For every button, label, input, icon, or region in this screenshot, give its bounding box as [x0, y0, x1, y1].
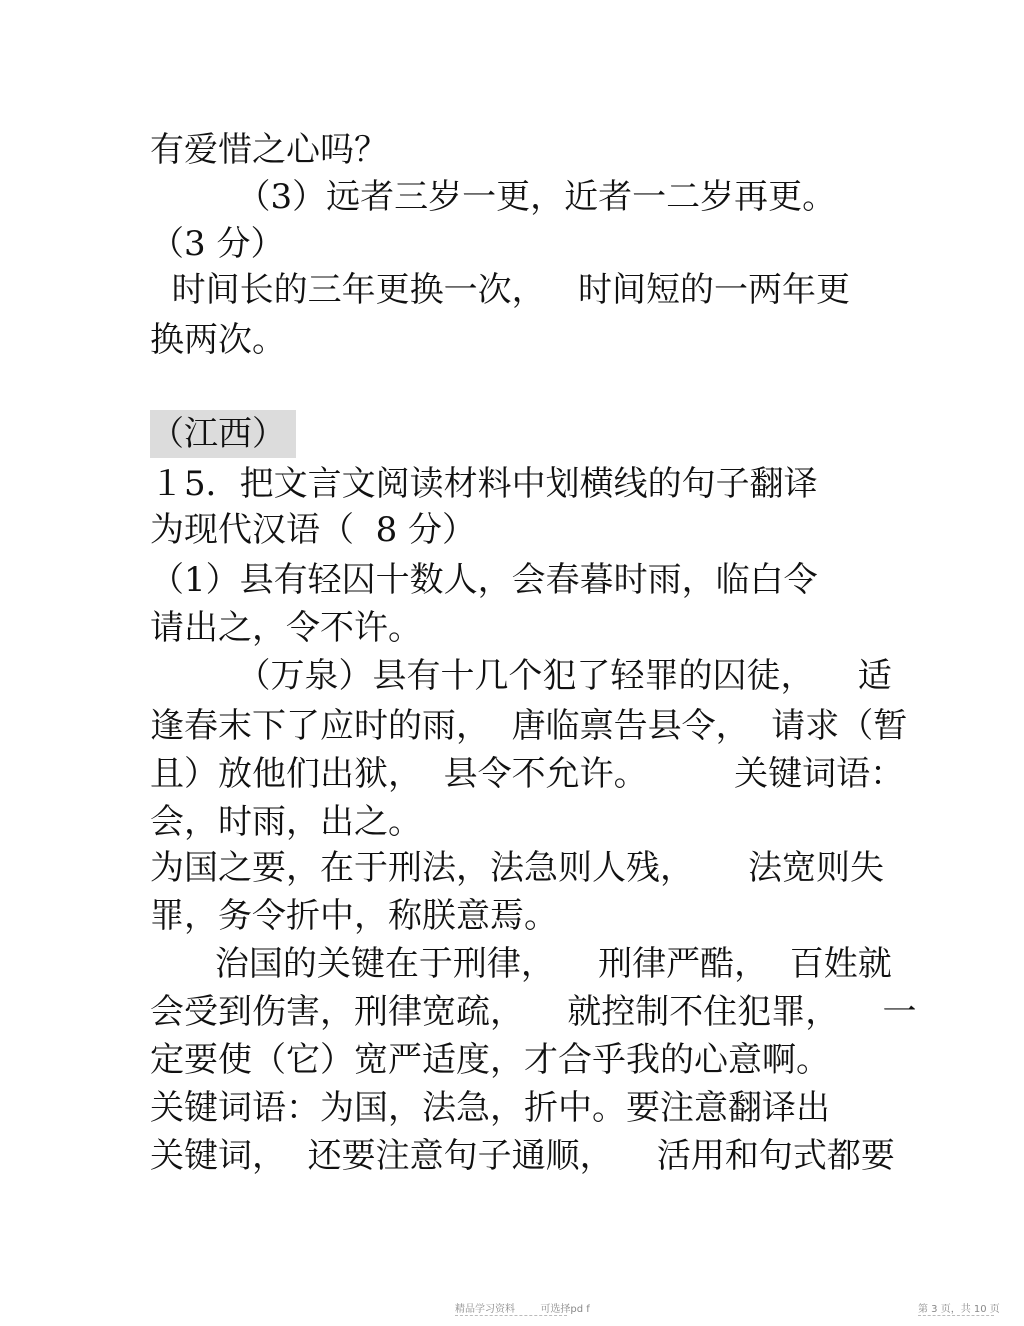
- text-line-11: 逢春末下了应时的雨， 唐临禀告县令， 请求（暂: [150, 706, 908, 746]
- text-line-14: 为国之要，在于刑法，法急则人残， 法宽则失: [150, 848, 885, 888]
- section-tag: （江西）: [150, 414, 286, 454]
- page-number: 第 3 页，共 10 页: [918, 1304, 1000, 1315]
- footer-left-dashes: [455, 1315, 567, 1316]
- text-line-20: 关键词， 还要注意句子通顺， 活用和句式都要: [150, 1136, 895, 1176]
- text-line-9: 请出之，令不许。: [150, 608, 422, 648]
- text-line-16: 治国的关键在于刑律， 刑律严酷， 百姓就: [150, 944, 892, 984]
- text-line-8: （1）县有轻囚十数人，会春暮时雨，临白令: [150, 560, 818, 600]
- text-line-19: 关键词语：为国，法急，折中。要注意翻译出: [150, 1088, 830, 1128]
- text-line-12: 且）放他们出狱， 县令不允许。 关键词语：: [150, 754, 905, 794]
- footer-left-text: 精品学习资料 可选择pd f: [455, 1304, 590, 1315]
- text-line-1: 有爱惜之心吗？: [150, 130, 388, 170]
- text-line-4: 时间长的三年更换一次， 时间短的一两年更: [150, 270, 851, 310]
- text-line-17: 会受到伤害，刑律宽疏， 就控制不住犯罪， 一: [150, 992, 917, 1032]
- text-line-7: 为现代汉语（ 8 分）: [150, 510, 477, 550]
- text-line-13: 会，时雨，出之。: [150, 802, 422, 842]
- text-line-2: （3）远者三岁一更，近者一二岁再更。: [150, 177, 837, 217]
- text-line-5: 换两次。: [150, 320, 286, 360]
- text-line-3: （3 分）: [150, 224, 285, 264]
- text-line-18: 定要使（它）宽严适度，才合乎我的心意啊。: [150, 1040, 830, 1080]
- text-line-10: （万泉）县有十几个犯了轻罪的囚徒， 适: [150, 656, 892, 696]
- text-line-15: 罪，务令折中，称朕意焉。: [150, 896, 558, 936]
- question-15-title: １5．把文言文阅读材料中划横线的句子翻译: [150, 464, 818, 504]
- footer-right-dashes: [918, 1315, 994, 1316]
